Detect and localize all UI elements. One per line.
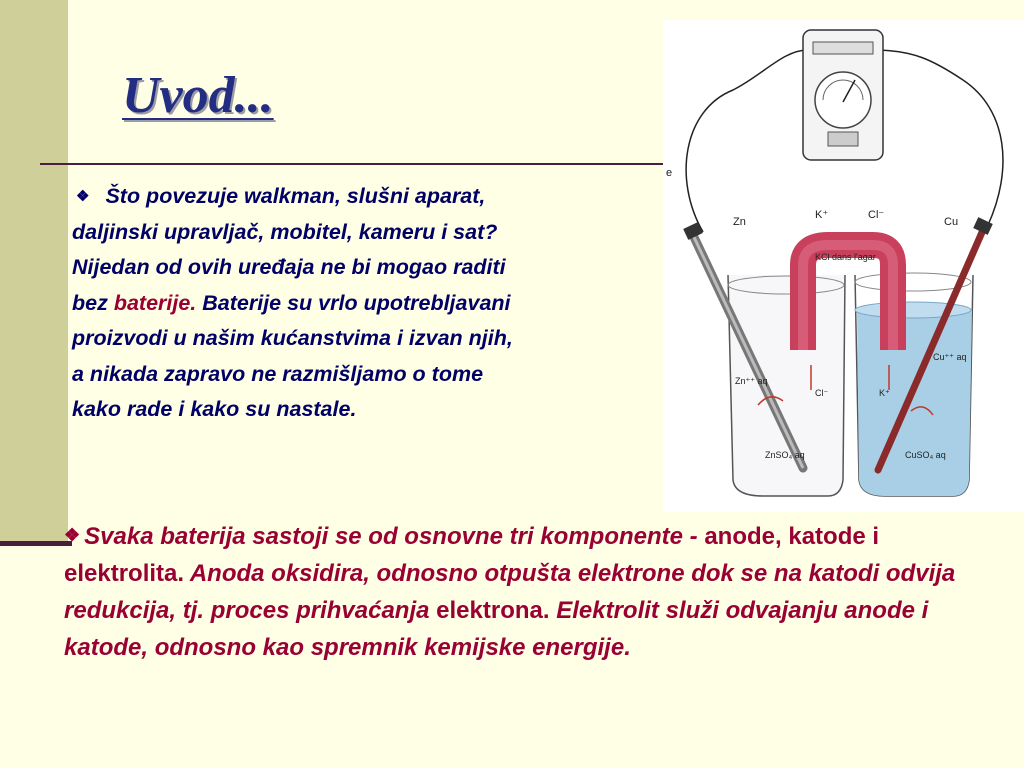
- components-paragraph: [64, 517, 964, 666]
- components-part-5: Elektrolit služi odvajanju anode i katode, odnosno kao spremnik kemijske energije.: [64, 597, 929, 661]
- chloride-label: Cl⁻: [868, 209, 885, 221]
- intro-line-5: proizvodi u našim kućanstvima i izvan njih,: [72, 326, 513, 350]
- components-part-3: Anoda oksidira, odnosno otpušta elektrone dok se na katodi odvija redukcija, tj. proces prihvaćanja: [64, 560, 956, 624]
- intro-line-7: kako rade i kako su nastale.: [72, 397, 357, 421]
- salt-bridge-label: KCl dans l'agar: [815, 252, 876, 262]
- title-rule: [40, 163, 680, 165]
- intro-line-1: Što povezuje walkman, slušni aparat,: [105, 184, 486, 208]
- side-accent-line: [0, 541, 72, 546]
- cu-ion-label: Cu⁺⁺ aq: [933, 352, 967, 362]
- zinc-label: Zn: [733, 216, 746, 228]
- intro-highlight-baterije: baterije.: [113, 290, 197, 315]
- copper-label: Cu: [944, 216, 959, 228]
- galvanic-cell-diagram: [663, 20, 1024, 512]
- intro-line-4-pre: bez: [72, 290, 114, 315]
- intro-paragraph: [72, 179, 662, 428]
- slide-title: Uvod...: [122, 67, 274, 124]
- components-part-4: elektrona.: [436, 597, 550, 624]
- potassium-label-2: K⁺: [879, 388, 890, 398]
- potassium-label: K⁺: [815, 209, 829, 221]
- electron-label: e: [666, 167, 673, 179]
- intro-line-6: a nikada zapravo ne razmišljamo o tome: [72, 361, 484, 386]
- side-band: [0, 0, 68, 545]
- diamond-bullet-icon: ❖: [64, 525, 81, 545]
- diamond-bullet-icon: ❖: [76, 188, 90, 205]
- intro-line-3: Nijedan od ovih uređaja ne bi mogao raditi: [72, 255, 506, 279]
- intro-line-4-post: Baterije su vrlo upotrebljavani: [196, 290, 511, 315]
- galvanic-cell-figure: [663, 20, 1024, 512]
- components-part-1: Svaka baterija sastoji se od osnovne tri komponente -: [84, 523, 705, 550]
- cuso4-label: CuSO₄ aq: [905, 450, 946, 460]
- znso4-label: ZnSO₄ aq: [765, 450, 805, 460]
- chloride-label-2: Cl⁻: [815, 388, 829, 398]
- components-part-2: anode, katode i elektrolita.: [64, 523, 880, 587]
- zn-ion-label: Zn⁺⁺ aq: [735, 376, 768, 386]
- intro-line-2: daljinski upravljač, mobitel, kameru i sat?: [72, 219, 498, 244]
